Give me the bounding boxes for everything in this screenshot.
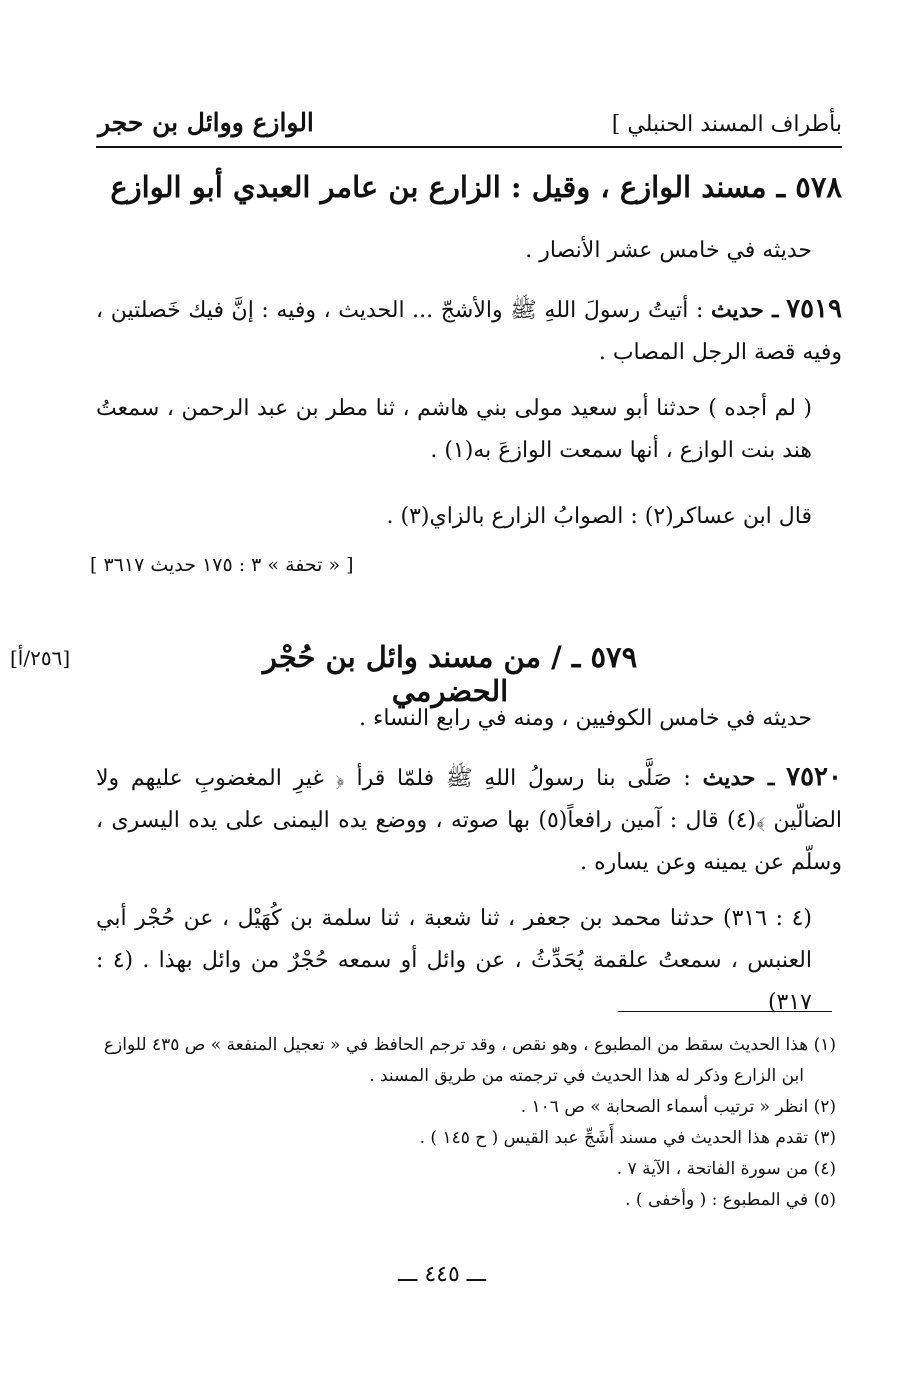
footnote-text: انظر « ترتيب أسماء الصحابة » ص ١٠٦ . xyxy=(520,1097,809,1117)
hadith-7520 xyxy=(96,756,842,884)
footnote-2 xyxy=(86,1092,836,1123)
hadith-text: : أتيتُ رسولَ اللهِ ﷺ والأشجّ ... الحديث ، وفيه : إنَّ فيك خَصلتين ، وفيه قصة الرجل المصاب . xyxy=(96,298,842,365)
footnote-separator xyxy=(618,1011,832,1012)
footnote-4 xyxy=(86,1154,836,1185)
isnad-7519: ( لم أجده ) حدثنا أبو سعيد مولى بني هاشم ، ثنا مطر بن عبد الرحمن ، سمعتُ هند بنت الوازع ، أنها سمعت الوازعَ به(١) . xyxy=(96,396,812,463)
footnote-number: (٥) xyxy=(813,1190,836,1210)
footnote-text: في المطبوع : ( وأخفى ) . xyxy=(625,1190,809,1210)
hadith-text: : صَلَّى بنا رسولُ اللهِ ﷺ فلمّا قرأ ﴿ غيرِ المغضوبِ عليهم ولا الضالّين ﴾(٤) قال : آمين رافعاً(٥) بها صوته ، ووضع يده اليمنى على يده اليسرى ، وسلّم عن يمينه وعن يساره . xyxy=(96,766,843,875)
section-578-intro: حديثه في خامس عشر الأنصار . xyxy=(525,238,812,263)
footnotes xyxy=(86,1030,836,1216)
footnote-3 xyxy=(86,1123,836,1154)
hadith-7519 xyxy=(96,288,842,374)
manuscript-folio-marker: [٢٥٦/أ] xyxy=(10,646,71,670)
footnote-text: من سورة الفاتحة ، الآية ٧ . xyxy=(616,1159,809,1179)
footnote-number: (٣) xyxy=(813,1128,836,1148)
footnote-text: هذا الحديث سقط من المطبوع ، وهو نقص ، وقد ترجم الحافظ في « تعجيل المنفعة » ص ٤٣٥ للوازع xyxy=(103,1035,809,1055)
tuhfa-reference: [ « تحفة » ٣ : ١٧٥ حديث ٣٦١٧ ] xyxy=(90,554,354,576)
section-578-heading: ٥٧٨ ـ مسند الوازع ، وقيل : الزارع بن عامر العبدي أبو الوازع xyxy=(110,170,842,204)
running-title-left: الوازع ووائل بن حجر xyxy=(98,108,314,137)
section-579-intro: حديثه في خامس الكوفيين ، ومنه في رابع النساء . xyxy=(359,706,812,731)
footnote-1 xyxy=(86,1030,836,1061)
hadith-label: ـ حديث xyxy=(710,297,779,323)
hadith-number: ٧٥١٩ xyxy=(786,294,842,324)
page-number: ـــ ٤٤٥ ـــ xyxy=(398,1262,487,1287)
section-579-heading: ٥٧٩ ـ / من مسند وائل بن حُجْر الحضرمي xyxy=(262,640,638,708)
header-rule xyxy=(96,146,842,148)
footnote-number: (١) xyxy=(813,1035,836,1055)
hadith-number: ٧٥٢٠ xyxy=(786,762,842,792)
footnote-number: (٢) xyxy=(813,1097,836,1117)
ibn-asakir-note: قال ابن عساكر(٢) : الصوابُ الزارع بالزاي(٣) . xyxy=(386,504,812,529)
isnad-7520: (٤ : ٣١٦) حدثنا محمد بن جعفر ، ثنا شعبة ، ثنا سلمة بن كُهَيْل ، عن حُجْر أبي العنبس ، سمعتُ علقمة يُحَدِّثُ ، عن وائل أو سمعه حُجْرٌ من وائل بهذا . (٤ : ٣١٧) xyxy=(96,906,812,1015)
hadith-label: ـ حديث xyxy=(702,765,775,791)
running-title-right: بأطراف المسند الحنبلي ] xyxy=(611,112,842,137)
footnote-number: (٤) xyxy=(813,1159,836,1179)
footnote-text: تقدم هذا الحديث في مسند أَشَجِّ عبد القيس ( ح ١٤٥ ) . xyxy=(419,1128,809,1148)
footnote-1-continuation: ابن الزارع وذكر له هذا الحديث في ترجمته من طريق المسند . xyxy=(369,1066,804,1086)
footnote-5 xyxy=(86,1185,836,1216)
